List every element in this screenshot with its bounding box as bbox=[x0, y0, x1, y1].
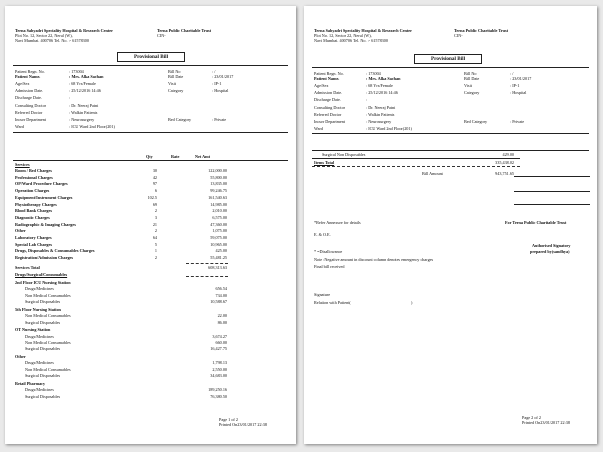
drug-item-net-amount: 76,380.50 bbox=[210, 393, 227, 399]
drug-item-net-amount: 10,588.67 bbox=[210, 299, 227, 305]
divider bbox=[13, 65, 288, 66]
drug-item-net-amount: 1,798.13 bbox=[212, 360, 227, 366]
bill-amount-label: Bill Amount bbox=[422, 171, 443, 176]
service-qty: 102.5 bbox=[147, 194, 157, 200]
divider bbox=[13, 160, 288, 161]
page-number: Page 1 of 2 bbox=[219, 417, 238, 422]
billno-label: Bill No bbox=[168, 69, 181, 74]
divider bbox=[312, 133, 589, 134]
negative-note: Note :Negative amount in discount column denotes emergency charges bbox=[314, 257, 434, 262]
service-net-amount: 6,575.00 bbox=[212, 214, 227, 220]
trust-name: Terna Public Charitable Trust bbox=[454, 28, 509, 33]
drug-item-name: Drugs/Medicines bbox=[25, 286, 54, 292]
service-qty: 42 bbox=[152, 174, 157, 180]
service-name: Radiographic & Imaging Charges bbox=[15, 221, 76, 227]
regn-label: Patient Regn. No. bbox=[314, 71, 344, 76]
age-value: : 68 Yrs/Female bbox=[69, 81, 96, 86]
referred-value: : Walkin Patients bbox=[69, 110, 98, 115]
billdate-label: Bill Date bbox=[464, 76, 480, 81]
regn-value: : 173004 bbox=[69, 69, 84, 74]
ward-label: Ward bbox=[314, 126, 323, 131]
service-net-amount: 55,800.00 bbox=[210, 174, 227, 180]
category-value: : Hospital bbox=[212, 88, 229, 93]
divider bbox=[312, 150, 589, 151]
service-net-amount: 47,360.00 bbox=[210, 221, 227, 227]
col-net: Net Amt bbox=[195, 154, 210, 159]
drug-item-net-amount: 22.00 bbox=[217, 313, 227, 319]
discharge-value: : bbox=[69, 95, 71, 100]
service-qty: 1 bbox=[154, 248, 157, 254]
drug-section-title: 2nd Floor ICU Nursing Station bbox=[15, 280, 71, 285]
drug-item-name: Surgical Disposables bbox=[25, 299, 61, 305]
bill-amount-value: 943,751.65 bbox=[495, 171, 514, 176]
service-net-amount: 2,010.00 bbox=[212, 208, 227, 214]
printed-on: Printed On23/01/2017 22:38 bbox=[219, 422, 267, 427]
bedcat-value: : Private bbox=[510, 119, 525, 124]
service-net-amount: 10,965.00 bbox=[210, 241, 227, 247]
drug-item-name: Surgical Disposables bbox=[25, 319, 61, 325]
service-qty: 5 bbox=[154, 241, 157, 247]
ward-value: : ICU Ward 2nd Floor(201) bbox=[366, 126, 412, 131]
drug-item-net-amount: 3,674.27 bbox=[212, 333, 227, 339]
visit-value: : IP-1 bbox=[510, 83, 520, 88]
service-qty: 64 bbox=[152, 235, 157, 240]
items-total-value: 335,438.02 bbox=[495, 160, 514, 165]
bill-title: Provisional Bill bbox=[117, 52, 185, 62]
refer-note: *Refer Annexure for details bbox=[314, 220, 361, 225]
eoe-label: E. & O.E. bbox=[314, 232, 331, 237]
incurr-value: : Neurosurgery bbox=[366, 119, 392, 124]
service-net-amount: 14,985.00 bbox=[210, 201, 227, 207]
service-name: OP/Ward Procedure Charges bbox=[15, 181, 68, 187]
age-value: : 68 Yrs/Female bbox=[366, 83, 393, 88]
drug-item-net-amount: 189,250.16 bbox=[208, 387, 227, 393]
service-qty: 97 bbox=[152, 181, 157, 187]
name-label: Patient Name. bbox=[15, 74, 41, 79]
drug-item-net-amount: 16,427.75 bbox=[210, 346, 227, 352]
service-name: Physiotherapy Charges bbox=[15, 201, 57, 207]
printed-on: Printed On23/01/2017 22:38 bbox=[522, 420, 570, 425]
cin-label: CIN- bbox=[157, 33, 166, 38]
total-rule bbox=[186, 276, 228, 277]
address-line2: Navi Mumbai. 400706 Tel. No. :- 61578300 bbox=[314, 38, 388, 43]
referred-value: : Walkin Patients bbox=[366, 112, 395, 117]
address-line2: Navi Mumbai. 400706 Tel. No. :- 61578300 bbox=[15, 38, 89, 43]
visit-value: : IP-1 bbox=[212, 81, 222, 86]
service-net-amount: 425.00 bbox=[215, 248, 227, 254]
billno-value: : / bbox=[510, 71, 514, 76]
category-value: : Hospital bbox=[510, 90, 527, 95]
drug-item-name: Surgical Disposables bbox=[25, 373, 61, 379]
ward-value: : ICU Ward 2nd Floor(201) bbox=[69, 124, 115, 129]
drug-item-name: Surgical Disposables bbox=[25, 393, 61, 399]
divider bbox=[13, 132, 288, 133]
disallowance-note: * =Disallowance bbox=[314, 249, 343, 254]
visit-label: Visit bbox=[168, 81, 176, 86]
drug-item-name: Non Medical Consumables bbox=[25, 340, 71, 345]
bedcat-value: : Private bbox=[212, 117, 227, 122]
cin-label: CIN- bbox=[454, 33, 463, 38]
page-number: Page 2 of 2 bbox=[522, 415, 541, 420]
service-net-amount: 55,481.25 bbox=[210, 255, 227, 261]
name-value: : Mrs. Alka Sachan bbox=[69, 74, 104, 79]
service-name: Diagnostic Charges bbox=[15, 214, 50, 220]
visit-label: Visit bbox=[464, 83, 472, 88]
service-name: Professional Charges bbox=[15, 174, 53, 180]
consulting-label: Consulting Doctor bbox=[15, 103, 47, 108]
bill-title: Provisional Bill bbox=[414, 54, 482, 64]
drug-section-title: Retail Pharmacy bbox=[15, 380, 46, 386]
address-line1: Plot No. 12, Sector 22, Nerul (W), bbox=[314, 33, 372, 38]
service-name: Room / Bed Charges bbox=[15, 168, 52, 173]
drug-item-name: Drugs/Medicines bbox=[25, 360, 54, 366]
drug-section-title: 5th Floor Nursing Station bbox=[15, 306, 61, 312]
referred-label: Referred Doctor bbox=[314, 112, 342, 117]
relation-close: ) bbox=[411, 300, 413, 305]
service-net-amount: 1,075.00 bbox=[212, 228, 227, 234]
bill-page-1 bbox=[5, 6, 296, 444]
signature-label: Signature bbox=[314, 292, 331, 297]
trust-name: Terna Public Charitable Trust bbox=[157, 28, 212, 33]
drugs-heading: Drugs/Surgical/Consumables bbox=[15, 272, 68, 277]
for-trust: For Terna Public Charitable Trust bbox=[505, 220, 567, 225]
service-name: Equipment/Instrument Charges bbox=[15, 194, 73, 200]
discharge-label: Discharge Date. bbox=[314, 97, 341, 102]
service-name: Special Lab Charges bbox=[15, 241, 52, 247]
name-value: : Mrs. Alka Sachan bbox=[366, 76, 401, 81]
hospital-name: Terna Sahyadri Speciality Hospital & Research Center bbox=[15, 28, 113, 33]
total-rule bbox=[186, 263, 228, 264]
service-name: Drugs, Disposables & Consumables Charges bbox=[15, 248, 95, 254]
regn-value: : 173004 bbox=[366, 71, 381, 76]
service-qty: 6 bbox=[154, 188, 157, 194]
service-name: Blood Bank Charges bbox=[15, 208, 52, 214]
billno-label: Bill No bbox=[464, 71, 477, 76]
services-total-label: Services Total bbox=[15, 265, 40, 270]
admission-value: : 25/12/2016 14:46 bbox=[366, 90, 398, 95]
category-label: Category bbox=[168, 88, 184, 93]
items-total-label: Items Total bbox=[314, 160, 335, 165]
drug-item-net-amount: 34,683.00 bbox=[210, 373, 227, 379]
discharge-label: Discharge Date. bbox=[15, 95, 42, 100]
name-label: Patient Name. bbox=[314, 76, 340, 81]
services-total-value: 608,313.63 bbox=[208, 265, 227, 270]
bedcat-label: Bed Category bbox=[168, 117, 192, 122]
drug-section-title: OT Nursing Station bbox=[15, 327, 51, 333]
services-heading: Services bbox=[15, 162, 30, 167]
service-name: Other bbox=[15, 228, 26, 234]
drug-item-net-amount: 660.00 bbox=[215, 340, 227, 345]
consulting-value: : Dr. Neeraj Patni bbox=[69, 103, 99, 108]
hospital-name: Terna Sahyadri Speciality Hospital & Research Center bbox=[314, 28, 412, 33]
consulting-value: : Dr. Neeraj Patni bbox=[366, 105, 396, 110]
col-qty: Qty bbox=[146, 154, 153, 159]
drug-item-name: Non Medical Consumables bbox=[25, 313, 71, 319]
service-qty: 2 bbox=[154, 208, 157, 214]
col-rate: Rate bbox=[171, 154, 180, 159]
billdate-value: : 23/01/2017 bbox=[510, 76, 532, 81]
total-rule bbox=[312, 166, 520, 167]
authorised-signatory: Authorised Signatory bbox=[532, 243, 571, 248]
age-label: Age/Sex bbox=[314, 83, 329, 88]
service-qty: 2 bbox=[154, 228, 157, 234]
bill-page-2 bbox=[304, 6, 597, 444]
divider bbox=[514, 176, 590, 177]
consulting-label: Consulting Doctor bbox=[314, 105, 346, 110]
surgical-value: 429.00 bbox=[502, 152, 514, 157]
service-name: Registration/Admission Charges bbox=[15, 255, 74, 261]
divider bbox=[514, 204, 590, 205]
relation-label: Relation with Patient( bbox=[314, 300, 351, 305]
billno-value: : / bbox=[212, 69, 216, 74]
service-net-amount: 161,540.63 bbox=[208, 194, 227, 200]
service-net-amount: 59,075.00 bbox=[210, 235, 227, 240]
drug-item-name: Drugs/Medicines bbox=[25, 387, 54, 393]
admission-label: Admission Date. bbox=[314, 90, 343, 95]
drug-item-net-amount: 86.00 bbox=[217, 319, 227, 325]
divider bbox=[514, 191, 590, 192]
incurr-label: Incurr Department bbox=[15, 117, 47, 122]
bedcat-label: Bed Category bbox=[464, 119, 488, 124]
admission-value: : 25/12/2016 14:46 bbox=[69, 88, 101, 93]
billdate-label: Bill Date bbox=[168, 74, 184, 79]
divider bbox=[312, 158, 520, 159]
drug-item-net-amount: 734.00 bbox=[215, 292, 227, 298]
billdate-value: : 23/01/2017 bbox=[212, 74, 234, 79]
service-net-amount: 122,000.00 bbox=[208, 168, 227, 173]
drug-item-name: Drugs/Medicines bbox=[25, 333, 54, 339]
service-qty: 69 bbox=[152, 201, 157, 207]
prepared-by: prepared by(sandhya) bbox=[530, 249, 570, 254]
service-name: Operation Charges bbox=[15, 188, 50, 194]
drug-item-name: Non Medical Consumables bbox=[25, 366, 71, 372]
service-net-amount: 13,835.00 bbox=[210, 181, 227, 187]
service-qty: 3 bbox=[154, 214, 157, 220]
service-qty: 30 bbox=[152, 168, 157, 173]
service-net-amount: 99,246.75 bbox=[210, 188, 227, 194]
admission-label: Admission Date. bbox=[15, 88, 44, 93]
drug-section-title: Other bbox=[15, 354, 26, 359]
service-qty: 21 bbox=[152, 221, 157, 227]
final-bill-received: Final bill received bbox=[314, 264, 345, 269]
service-qty: 2 bbox=[154, 255, 157, 261]
address-line1: Plot No. 12, Sector 22, Nerul (W), bbox=[15, 33, 73, 38]
discharge-value: : bbox=[366, 97, 368, 102]
referred-label: Referred Doctor bbox=[15, 110, 43, 115]
ward-label: Ward bbox=[15, 124, 24, 129]
incurr-label: Incurr Department bbox=[314, 119, 346, 124]
divider bbox=[312, 67, 589, 68]
category-label: Category bbox=[464, 90, 480, 95]
drug-item-net-amount: 2,550.00 bbox=[212, 366, 227, 372]
regn-label: Patient Regn. No. bbox=[15, 69, 45, 74]
drug-item-name: Non Medical Consumables bbox=[25, 292, 71, 298]
drug-item-net-amount: 656.54 bbox=[215, 286, 227, 292]
drug-item-name: Surgical Disposables bbox=[25, 346, 61, 352]
surgical-label: Surgical Non Disposables bbox=[322, 152, 366, 157]
age-label: Age/Sex bbox=[15, 81, 30, 86]
incurr-value: : Neurosurgery bbox=[69, 117, 95, 122]
service-name: Laboratory Charges bbox=[15, 235, 52, 240]
